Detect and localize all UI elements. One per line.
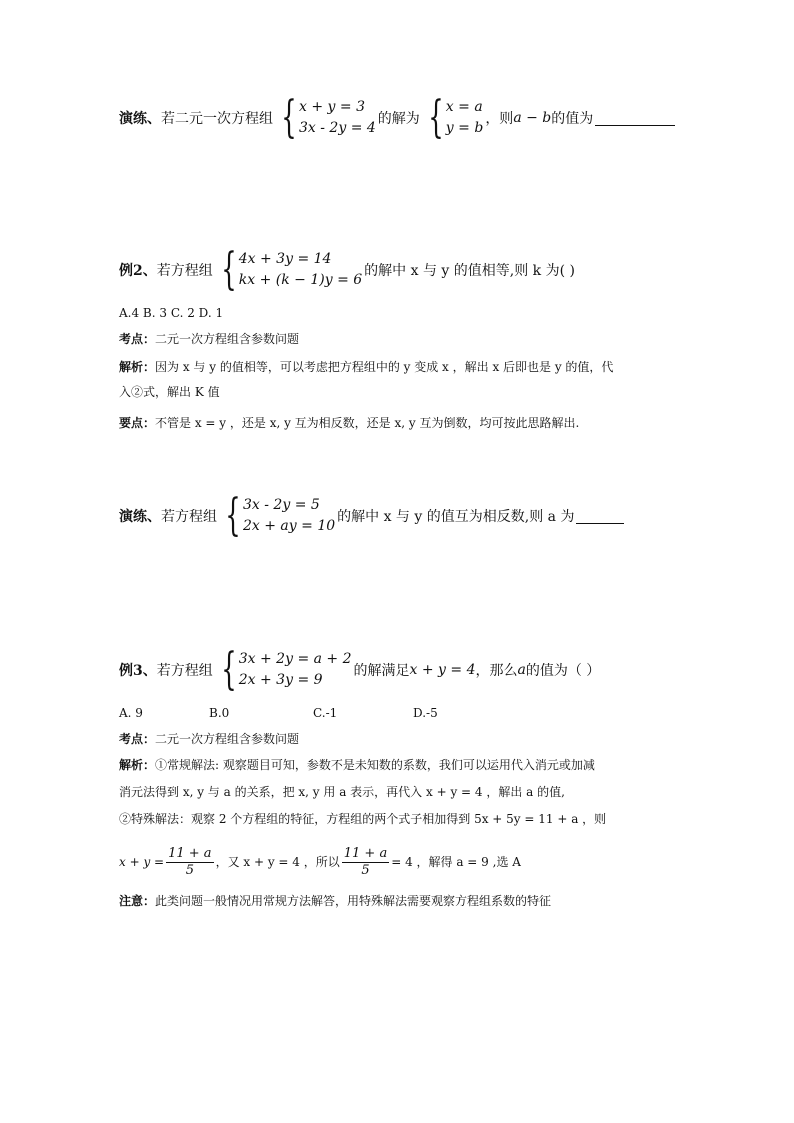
example-3-cond: x + y = 4 [409, 662, 476, 678]
zhuyi-label: 注意： [119, 894, 156, 908]
drill-1-label: 演练、 [119, 111, 161, 127]
example-2-jiexi [119, 358, 734, 402]
kaodian-text: 二元一次方程组含参数问题 [155, 732, 300, 746]
example-2-label: 例2、 [119, 263, 157, 279]
jiexi-label: 解析： [119, 758, 156, 772]
example-3-prefix: 若方程组 [156, 663, 213, 679]
drill-2-question [119, 490, 734, 541]
example-3-kaodian [119, 730, 734, 749]
jiexi-text: = 4 ，解得 a = 9 ,选 A [391, 855, 521, 869]
example-2-question [119, 244, 734, 295]
equation: 2x + ay = 10 [243, 518, 336, 534]
fraction [342, 846, 389, 879]
jiexi-line: ②特殊解法：观察 2 个方程组的特征，方程组的两个式子相加得到 5x + 5y = 11 + a ，则 [119, 812, 607, 826]
example-2-options: A.4 B. 3 C. 2 D. 1 [119, 306, 224, 320]
example-3-system [215, 644, 352, 695]
equation: x = a [445, 99, 483, 115]
equation: 3x + 2y = a + 2 [238, 651, 352, 667]
answer-blank[interactable] [576, 509, 624, 524]
fraction-numerator: 11 + a [343, 846, 388, 861]
drill-1-expr: a − b [513, 110, 552, 126]
yaodian-text: 不管是 x = y ，还是 x, y 互为相反数，还是 x, y 互为倒数，均可按此思路解出. [155, 416, 580, 430]
brace-icon: { [428, 92, 444, 143]
equation: 3x - 2y = 4 [299, 120, 376, 136]
drill-2-label: 演练、 [119, 509, 161, 525]
jiexi-line: 消元法得到 x, y 与 a 的关系，把 x, y 用 a 表示，再代入 x + y = 4 ，解出 a 的值, [119, 785, 565, 799]
example-3-options [119, 706, 734, 720]
answer-blank[interactable] [595, 111, 675, 126]
drill-1-mid: 的解为 [377, 111, 420, 127]
equation: 3x - 2y = 5 [243, 497, 320, 513]
drill-2-suffix: 的解中 x 与 y 的值互为相反数,则 a 为 [337, 509, 575, 525]
example-3-question [119, 644, 734, 695]
equation: y = b [445, 120, 484, 136]
equation: 2x + 3y = 9 [238, 672, 323, 688]
yaodian-label: 要点： [119, 416, 156, 430]
example-2-kaodian [119, 330, 734, 349]
example-3-jiexi [119, 756, 734, 829]
drill-1-suffix-b: 的值为 [551, 111, 594, 127]
example-3-suffix-a: ，那么 [475, 663, 518, 679]
option-a: A. 9 [119, 706, 143, 720]
example-3-mid: 的解满足 [353, 663, 410, 679]
brace-icon: { [221, 644, 237, 695]
kaodian-label: 考点： [119, 332, 156, 346]
jiexi-line: ①常规解法: 观察题目可知，参数不是未知数的系数，我们可以运用代入消元或加减 [155, 758, 595, 772]
jiexi-line: 入②式，解出 K 值 [119, 385, 220, 399]
example-2-suffix: 的解中 x 与 y 的值相等,则 k 为( ) [364, 263, 575, 279]
drill-1-system [275, 92, 376, 143]
drill-1-suffix-a: ，则 [485, 111, 514, 127]
brace-icon: { [225, 490, 241, 541]
equation: x + y = 3 [299, 99, 365, 115]
example-3-label: 例3、 [119, 663, 157, 679]
drill-2-system [219, 490, 336, 541]
equation: kx + (k − 1)y = 6 [238, 272, 363, 288]
brace-icon: { [281, 92, 297, 143]
jiexi-line: 因为 x 与 y 的值相等，可以考虑把方程组中的 y 变成 x ，解出 x 后即也是 y 的值，代 [155, 360, 614, 374]
example-3-jiexi-line4 [119, 846, 734, 879]
jiexi-label: 解析： [119, 360, 156, 374]
example-2-yaodian [119, 414, 734, 433]
zhuyi-text: 此类问题一般情况用常规方法解答，用特殊解法需要观察方程组系数的特征 [155, 894, 552, 908]
jiexi-expr: x + y = [119, 855, 165, 869]
example-3-var: a [517, 662, 526, 678]
kaodian-text: 二元一次方程组含参数问题 [155, 332, 300, 346]
drill-1-solution [422, 92, 484, 143]
example-2-system [215, 244, 363, 295]
drill-1-question [119, 92, 734, 143]
drill-1-prefix: 若二元一次方程组 [161, 111, 273, 127]
drill-2-prefix: 若方程组 [161, 509, 217, 525]
brace-icon: { [221, 244, 237, 295]
fraction-denominator: 5 [185, 863, 194, 878]
fraction-numerator: 11 + a [168, 846, 212, 861]
example-3-suffix-b: 的值为（ ） [525, 663, 601, 679]
option-d: D.-5 [413, 706, 438, 720]
fraction-denominator: 5 [361, 863, 370, 878]
option-c: C.-1 [313, 706, 338, 720]
option-b: B.0 [209, 706, 230, 720]
fraction [166, 846, 213, 879]
equation: 4x + 3y = 14 [238, 251, 332, 267]
kaodian-label: 考点： [119, 732, 156, 746]
example-3-zhuyi [119, 892, 734, 911]
jiexi-text: ，又 x + y = 4 ，所以 [215, 855, 340, 869]
example-2-prefix: 若方程组 [156, 263, 213, 279]
